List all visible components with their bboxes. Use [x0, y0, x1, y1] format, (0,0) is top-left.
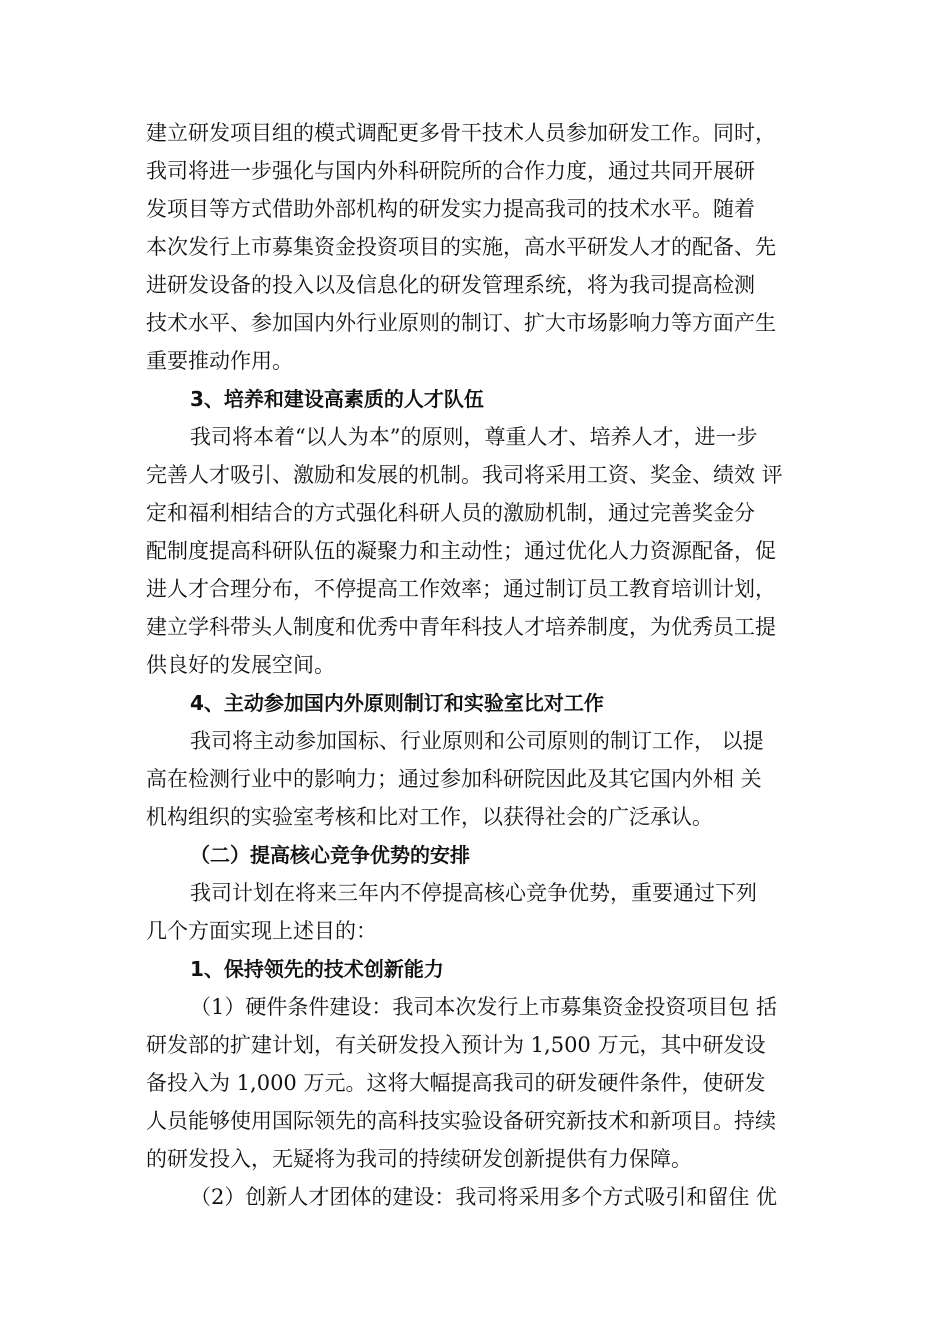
section-heading: 1、保持领先的技术创新能力: [190, 957, 444, 981]
body-text-line: 重要推动作用。: [146, 349, 293, 373]
body-text-line: 人员能够使用国际领先的高科技实验设备研究新技术和新项目。持续: [146, 1109, 776, 1133]
body-text-line: 完善人才吸引、激励和发展的机制。我司将采用工资、奖金、绩效 评: [146, 463, 783, 487]
section-heading: 4、主动参加国内外原则制订和实验室比对工作: [190, 691, 604, 715]
subsection-heading: （二）提高核心竞争优势的安排: [190, 843, 470, 867]
body-text-line: 供良好的发展空间。: [146, 653, 335, 677]
body-text-line: 进研发设备的投入以及信息化的研发管理系统，将为我司提高检测: [146, 273, 755, 297]
paragraph-first-line: （1）硬件条件建设：我司本次发行上市募集资金投资项目包 括: [190, 995, 778, 1019]
body-text-line: 进人才合理分布，不停提高工作效率；通过制订员工教育培训计划，: [146, 577, 776, 601]
body-text-line: 研发部的扩建计划，有关研发投入预计为 1,500 万元，其中研发设: [146, 1033, 766, 1057]
body-text-line: 配制度提高科研队伍的凝聚力和主动性；通过优化人力资源配备，促: [146, 539, 776, 563]
body-text-line: 本次发行上市募集资金投资项目的实施，高水平研发人才的配备、先: [146, 235, 776, 259]
paragraph-first-line: 我司将主动参加国标、行业原则和公司原则的制订工作， 以提: [190, 729, 764, 753]
body-text-line: 高在检测行业中的影响力；通过参加科研院因此及其它国内外相 关: [146, 767, 762, 791]
paragraph-first-line: 我司将本着“以人为本”的原则，尊重人才、培养人才，进一步: [190, 425, 758, 449]
body-text-line: 几个方面实现上述目的：: [146, 919, 377, 943]
body-text-line: 发项目等方式借助外部机构的研发实力提高我司的技术水平。随着: [146, 197, 755, 221]
body-text-line: 技术水平、参加国内外行业原则的制订、扩大市场影响力等方面产生: [146, 311, 776, 335]
paragraph-first-line: 我司计划在将来三年内不停提高核心竞争优势，重要通过下列: [190, 881, 757, 905]
section-heading: 3、培养和建设高素质的人才队伍: [190, 387, 484, 411]
body-text-line: 备投入为 1,000 万元。这将大幅提高我司的研发硬件条件，使研发: [146, 1071, 766, 1095]
body-text-line: 机构组织的实验室考核和比对工作，以获得社会的广泛承认。: [146, 805, 713, 829]
body-text-line: 我司将进一步强化与国内外科研院所的合作力度，通过共同开展研: [146, 159, 755, 183]
body-text-line: 建立研发项目组的模式调配更多骨干技术人员参加研发工作。同时，: [146, 121, 776, 145]
paragraph-first-line: （2）创新人才团体的建设：我司将采用多个方式吸引和留住 优: [190, 1185, 778, 1209]
body-text-line: 定和福利相结合的方式强化科研人员的激励机制，通过完善奖金分: [146, 501, 755, 525]
body-text-line: 建立学科带头人制度和优秀中青年科技人才培养制度，为优秀员工提: [146, 615, 776, 639]
body-text-line: 的研发投入，无疑将为我司的持续研发创新提供有力保障。: [146, 1147, 692, 1171]
